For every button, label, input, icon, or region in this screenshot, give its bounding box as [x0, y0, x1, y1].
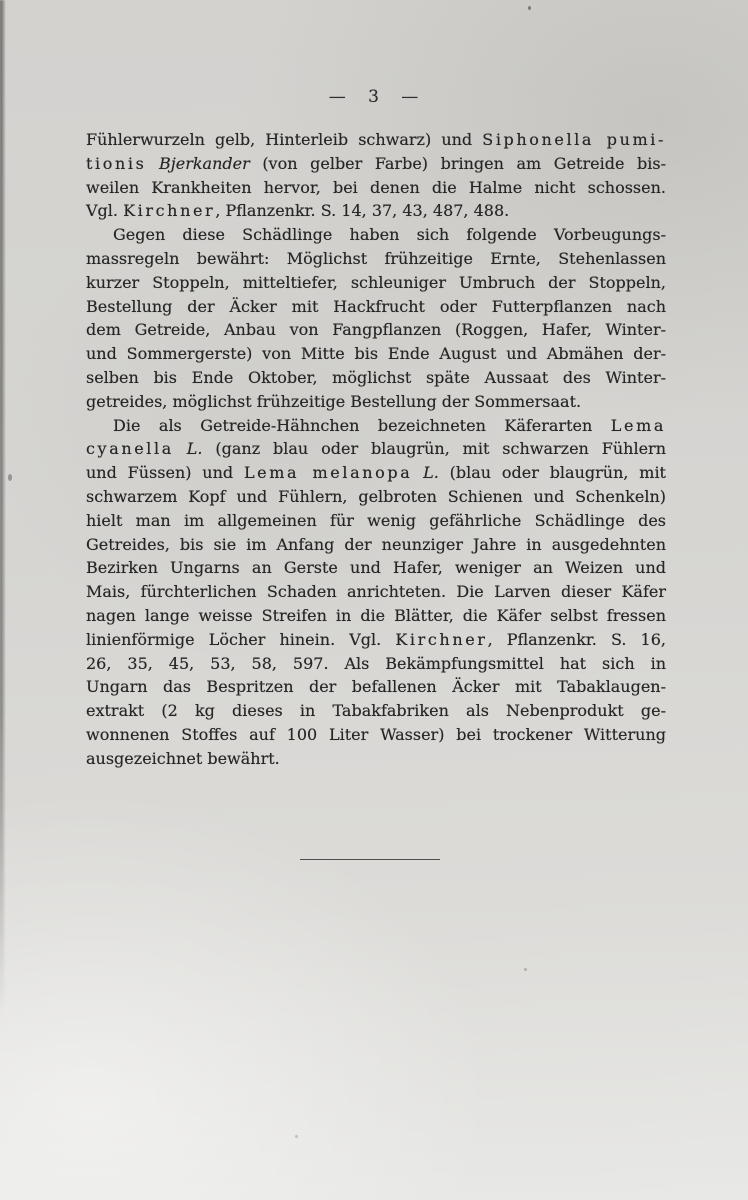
page-edge-shadow — [0, 0, 6, 1015]
text-line — [86, 199, 666, 223]
scan-speck — [295, 1135, 298, 1138]
text-segment: L. — [423, 463, 439, 483]
text-segment: (ganz blau oder blaugrün, mit schwarzen Fühlern — [202, 439, 666, 459]
text-segment: (von gelber Farbe) bringen am Getreide bis- — [249, 153, 666, 173]
text-segment: dem Getreide, Anbau von Fangpflanzen (Roggen, Hafer, Winter- — [86, 320, 666, 340]
scan-speck — [8, 474, 12, 481]
text-line — [86, 390, 666, 414]
text-line — [86, 533, 666, 557]
paragraph — [86, 128, 666, 223]
text-line — [86, 747, 666, 771]
page-number-header: — 3 — — [328, 87, 420, 107]
text-line — [86, 223, 666, 247]
text-segment: Ungarn das Bespritzen der befallenen Äcker mit Tabaklaugen- — [86, 677, 666, 697]
text-line — [86, 699, 666, 723]
text-segment: tionis — [86, 153, 147, 173]
text-line — [86, 604, 666, 628]
text-segment: , Pflanzenkr. S. 16, — [487, 629, 666, 649]
text-segment: L. — [186, 439, 203, 459]
text-segment: Mais, fürchterlichen Schaden anrichteten. Die Larven dieser Käfer — [86, 582, 666, 602]
text-segment — [174, 439, 187, 458]
text-segment: Lema melanopa — [243, 463, 413, 483]
scan-speck — [524, 968, 527, 971]
text-segment: wonnenen Stoffes auf 100 Liter Wasser) bei trockener Witterung — [86, 724, 666, 744]
text-line — [86, 271, 666, 295]
text-segment: Siphonella pumi- — [482, 130, 667, 149]
text-segment: und Sommergerste) von Mitte bis Ende August und Abmähen der- — [86, 344, 666, 364]
text-line — [86, 461, 666, 485]
text-segment: 26, 35, 45, 53, 58, 597. Als Bekämpfungsmittel hat sich in — [86, 653, 666, 673]
text-line — [86, 509, 666, 533]
text-segment: cyanella — [86, 439, 174, 459]
text-line — [86, 675, 666, 699]
text-segment: weilen Krankheiten hervor, bei denen die Halme nicht schossen. — [86, 177, 666, 197]
text-line — [86, 247, 666, 271]
text-segment: , Pflanzenkr. S. 14, 37, 43, 487, 488. — [215, 201, 510, 221]
text-line — [86, 414, 666, 438]
text-line — [86, 556, 666, 580]
text-segment: hielt man im allgemeinen für wenig gefährliche Schädlinge des — [86, 510, 666, 530]
text-segment: Kirchner — [395, 629, 488, 649]
text-segment: massregeln bewährt: Möglichst frühzeitige Ernte, Stehenlassen — [86, 248, 666, 268]
text-line — [86, 295, 666, 319]
text-segment: nagen lange weisse Streifen in die Blätter, die Käfer selbst fressen — [86, 605, 666, 625]
text-line — [86, 176, 666, 200]
text-segment: Bezirken Ungarns an Gerste und Hafer, weniger an Weizen und — [86, 558, 666, 578]
text-segment: schwarzem Kopf und Fühlern, gelbroten Schienen und Schenkeln) — [86, 486, 666, 506]
text-line — [86, 437, 666, 461]
text-segment — [146, 154, 159, 173]
text-segment: getreides, möglichst frühzeitige Bestellung der Sommersaat. — [86, 391, 582, 411]
text-segment: Bjerkander — [159, 153, 250, 173]
text-segment — [412, 463, 423, 482]
text-line — [86, 342, 666, 366]
text-segment: Kirchner — [123, 201, 216, 221]
scan-speck — [528, 6, 531, 10]
text-line — [86, 580, 666, 604]
text-segment: Die als Getreide-Hähnchen bezeichneten Käferarten — [113, 415, 611, 435]
text-line — [86, 152, 666, 176]
text-line — [86, 652, 666, 676]
text-segment: Gegen diese Schädlinge haben sich folgende Vorbeugungs- — [113, 225, 666, 245]
text-segment: Lema — [610, 415, 666, 435]
text-segment: kurzer Stoppeln, mitteltiefer, schleuniger Umbruch der Stoppeln, — [86, 272, 666, 292]
text-line — [86, 128, 666, 152]
text-line — [86, 485, 666, 509]
text-line — [86, 318, 666, 342]
text-segment: Getreides, bis sie im Anfang der neunziger Jahre in ausgedehnten — [86, 534, 666, 554]
text-segment: Vgl. — [86, 201, 124, 221]
text-segment: Fühlerwurzeln gelb, Hinterleib schwarz) und — [86, 130, 483, 149]
text-segment: ausgezeichnet bewährt. — [86, 748, 280, 768]
text-segment: linienförmige Löcher hinein. Vgl. — [86, 629, 396, 649]
paragraph — [86, 414, 666, 771]
text-segment: extrakt (2 kg dieses in Tabakfabriken als Nebenprodukt ge- — [86, 701, 666, 721]
text-segment: und Füssen) und — [86, 463, 244, 483]
paragraph — [86, 223, 666, 413]
text-line — [86, 628, 666, 652]
text-segment: Bestellung der Äcker mit Hackfrucht oder Futterpflanzen nach — [86, 296, 666, 316]
text-block — [86, 128, 666, 771]
text-segment: selben bis Ende Oktober, möglichst späte Aussaat des Winter- — [86, 367, 666, 387]
text-segment: (blau oder blaugrün, mit — [438, 463, 666, 483]
text-line — [86, 723, 666, 747]
text-line — [86, 366, 666, 390]
section-divider-rule — [300, 859, 440, 860]
